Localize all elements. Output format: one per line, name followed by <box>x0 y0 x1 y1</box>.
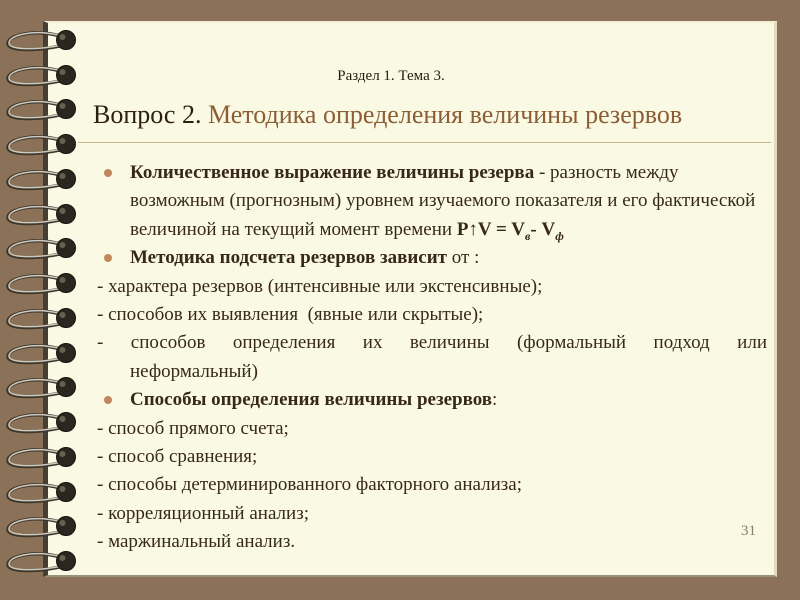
dash-item: - способ прямого счета; <box>97 417 289 439</box>
title-divider <box>78 142 771 143</box>
dash-item: - способы детерминированного факторного анализа; <box>97 474 522 496</box>
dash-item: - корреляционный анализ; <box>97 502 309 524</box>
slide-title <box>93 99 774 130</box>
bullet-dot-icon <box>104 396 112 404</box>
slide-title-prefix: Вопрос 2. <box>93 100 208 129</box>
slide-title-accent: Методика определения величины резервов <box>207 100 683 129</box>
bullet-item: Методика подсчета резервов зависит от : <box>97 244 767 272</box>
slide-kicker: Раздел 1. Тема 3. <box>337 68 445 84</box>
dash-item: - способов их выявления (явные или скрытые); <box>97 304 484 326</box>
dash-item: - маржинальный анализ. <box>97 531 296 553</box>
dash-item: - способов определения их величины (формальный подход или неформальный) <box>97 332 767 382</box>
bullet-item: Способы определения величины резервов: <box>97 386 767 414</box>
dash-item: - характера резервов (интенсивные или экстенсивные); <box>97 275 543 297</box>
notebook-page <box>43 21 777 577</box>
page-number: 31 <box>741 523 756 539</box>
slide-body <box>97 159 767 557</box>
bullet-dot-icon <box>104 254 112 262</box>
bullet-item: Количественное выражение величины резерва - разность между возможным (прогнозным) уровнем изучаемого показателя и его фактической величиной на текущий момент времени Р↑V = $V_в-$ $V_ф$ <box>97 159 767 244</box>
bullet-dot-icon <box>104 169 112 177</box>
dash-item: - способ сравнения; <box>97 446 258 468</box>
